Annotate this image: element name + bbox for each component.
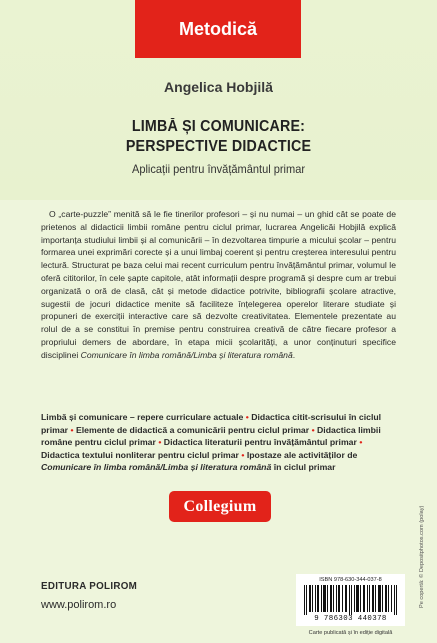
topic-4: Didactica limbii române pentru ciclul primar <box>41 424 381 448</box>
series-name: Metodică <box>178 18 257 39</box>
topics-list <box>41 411 396 474</box>
blurb-text: O „carte-puzzle” menită să le fie tinerilor profesori – și nu numai – un ghid cât se poate de prietenos al didacticii limbii române pentru ciclul primar, lucrarea Angelicăi Hobjilă explică importanța studiului limbii și al comunicării – în dezvoltarea timpurie a micului școlar – pentru formarea unei exprimări corecte și a unui limbaj coerent și pentru creșterea interesului pentru lectură. Structurat pe baza celui mai recent curriculum pentru învățământul primar, volumul le oferă cititorilor, în cele șapte capitole, atât informații despre programă și despre cum ar trebui organizată o oră de clasă, cât și metode didactice potrivite, bibliografii școlare atractive, sugestii de jocuri didactice menite să faciliteze înțelegerea operelor literare studiate și propuneri de exerciții interactive care să dezvolte creativitatea. Elementele prezentate au rolul de a se constitui în premise pentru construirea creativă de către fiecare profesor a propriului demers de abordare, în etapa micii școlarități, a unor conținuturi specifice disciplinei <box>41 209 396 360</box>
blurb-end: . <box>292 349 296 360</box>
barcode-digits: 9 786303 440378 <box>314 615 387 623</box>
book-subtitle: Aplicații pentru învățământul primar <box>131 162 306 176</box>
collegium-logo <box>169 491 271 522</box>
book-title <box>17 117 419 157</box>
topic-5: Didactica literaturii pentru învățământul primar <box>163 437 357 448</box>
edition-note: Carte publicată și în ediție digitală <box>308 630 393 636</box>
bullet-icon: • <box>70 424 74 435</box>
logo-text: Collegium <box>183 497 257 515</box>
bullet-icon: • <box>359 437 363 448</box>
topic-3: Elemente de didactică a comunicării pentru ciclul primar <box>75 424 310 435</box>
bullet-icon: • <box>241 449 245 460</box>
topic-7a: Ipostaze ale activităților de <box>246 449 358 460</box>
title-line-1: LIMBĂ ȘI COMUNICARE: <box>131 118 306 135</box>
back-cover-blurb <box>41 208 396 362</box>
barcode-box <box>296 574 405 626</box>
author-name: Angelica Hobjilă <box>164 79 273 95</box>
blurb-italic: Comunicare în limba română/Limba și literatura română <box>80 349 293 360</box>
publisher-name: EDITURA POLIROM <box>41 581 138 592</box>
cover-credit: Pe copertă: © Depositphotos.com (polay) <box>419 505 425 608</box>
series-band <box>135 0 301 58</box>
isbn-text: ISBN 978-630-344-037-8 <box>319 577 382 583</box>
bullet-icon: • <box>245 412 249 422</box>
topic-1: Limbă și comunicare – repere curriculare actuale <box>41 412 244 422</box>
topic-6: Didactica textului nonliterar pentru ciclul primar <box>41 449 239 460</box>
bullet-icon: • <box>158 437 162 448</box>
barcode-icon <box>302 585 399 615</box>
bullet-icon: • <box>311 424 315 435</box>
title-line-2: PERSPECTIVE DIDACTICE <box>125 138 312 155</box>
topic-2: Didactica citit-scrisului în ciclul primar <box>41 412 382 435</box>
topic-7b: Comunicare în limba română/Limba și literatura română <box>41 462 272 473</box>
publisher-website: www.polirom.ro <box>41 599 117 611</box>
topic-7c: în ciclul primar <box>273 462 336 473</box>
